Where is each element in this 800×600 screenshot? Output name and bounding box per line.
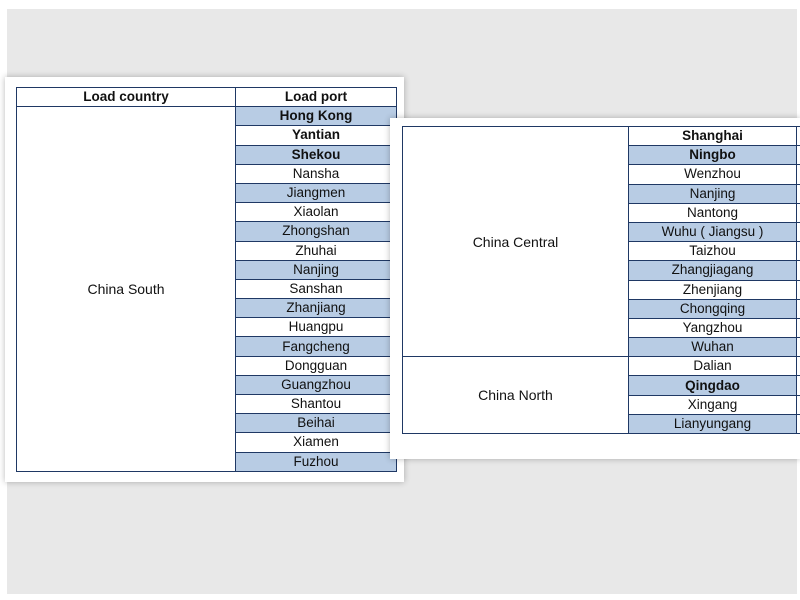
- cropped-column-cell: [797, 376, 800, 395]
- table-row: [403, 127, 800, 146]
- table-row: [17, 107, 397, 126]
- load-port-cell: Qingdao: [629, 376, 797, 395]
- load-port-cell: Fangcheng: [236, 337, 397, 356]
- load-port-cell: Huangpu: [236, 318, 397, 337]
- cropped-column-cell: [797, 299, 800, 318]
- cropped-column-cell: [797, 318, 800, 337]
- load-port-cell: Wuhan: [629, 338, 797, 357]
- load-port-cell: Nanjing: [629, 184, 797, 203]
- load-port-cell: Chongqing: [629, 299, 797, 318]
- load-port-cell: Xiamen: [236, 433, 397, 452]
- load-port-cell: Sanshan: [236, 279, 397, 298]
- load-port-cell: Zhuhai: [236, 241, 397, 260]
- load-country-cell: China South: [17, 107, 236, 472]
- load-port-cell: Nansha: [236, 164, 397, 183]
- load-port-cell: Dalian: [629, 357, 797, 376]
- load-port-cell: Shantou: [236, 395, 397, 414]
- load-port-cell: Wuhu ( Jiangsu ): [629, 222, 797, 241]
- load-port-cell: Wenzhou: [629, 165, 797, 184]
- load-port-cell: Shekou: [236, 145, 397, 164]
- load-port-cell: Zhongshan: [236, 222, 397, 241]
- cropped-column-cell: [797, 165, 800, 184]
- header-load-country: Load country: [17, 88, 236, 107]
- load-port-cell: Zhenjiang: [629, 280, 797, 299]
- load-port-cell: Lianyungang: [629, 414, 797, 433]
- load-port-cell: Nanjing: [236, 260, 397, 279]
- load-port-cell: Dongguan: [236, 356, 397, 375]
- load-port-cell: Zhanjiang: [236, 299, 397, 318]
- load-port-cell: Zhangjiagang: [629, 261, 797, 280]
- load-port-cell: Yantian: [236, 126, 397, 145]
- cropped-column-cell: [797, 127, 800, 146]
- load-port-cell: Guangzhou: [236, 375, 397, 394]
- right-table-card: [390, 118, 800, 459]
- cropped-column-cell: [797, 242, 800, 261]
- load-country-cell: China Central: [403, 127, 629, 357]
- load-ports-table-south: [16, 87, 397, 472]
- header-row: [17, 88, 397, 107]
- load-port-cell: Jiangmen: [236, 183, 397, 202]
- load-port-cell: Xingang: [629, 395, 797, 414]
- load-port-cell: Yangzhou: [629, 318, 797, 337]
- header-load-port: Load port: [236, 88, 397, 107]
- cropped-column-cell: [797, 414, 800, 433]
- left-table-card: [5, 77, 404, 482]
- load-country-cell: China North: [403, 357, 629, 434]
- load-port-cell: Nantong: [629, 203, 797, 222]
- cropped-column-cell: [797, 338, 800, 357]
- cropped-column-cell: [797, 203, 800, 222]
- cropped-column-cell: [797, 222, 800, 241]
- load-port-cell: Shanghai: [629, 127, 797, 146]
- cropped-column-cell: [797, 395, 800, 414]
- cropped-column-cell: [797, 261, 800, 280]
- load-port-cell: Xiaolan: [236, 203, 397, 222]
- load-port-cell: Fuzhou: [236, 452, 397, 471]
- load-ports-table-central-north: [402, 126, 800, 434]
- load-port-cell: Beihai: [236, 414, 397, 433]
- load-port-cell: Ningbo: [629, 146, 797, 165]
- cropped-column-cell: [797, 357, 800, 376]
- load-port-cell: Taizhou: [629, 242, 797, 261]
- load-port-cell: Hong Kong: [236, 107, 397, 126]
- cropped-column-cell: [797, 184, 800, 203]
- table-row: [403, 357, 800, 376]
- cropped-column-cell: [797, 280, 800, 299]
- cropped-column-cell: [797, 146, 800, 165]
